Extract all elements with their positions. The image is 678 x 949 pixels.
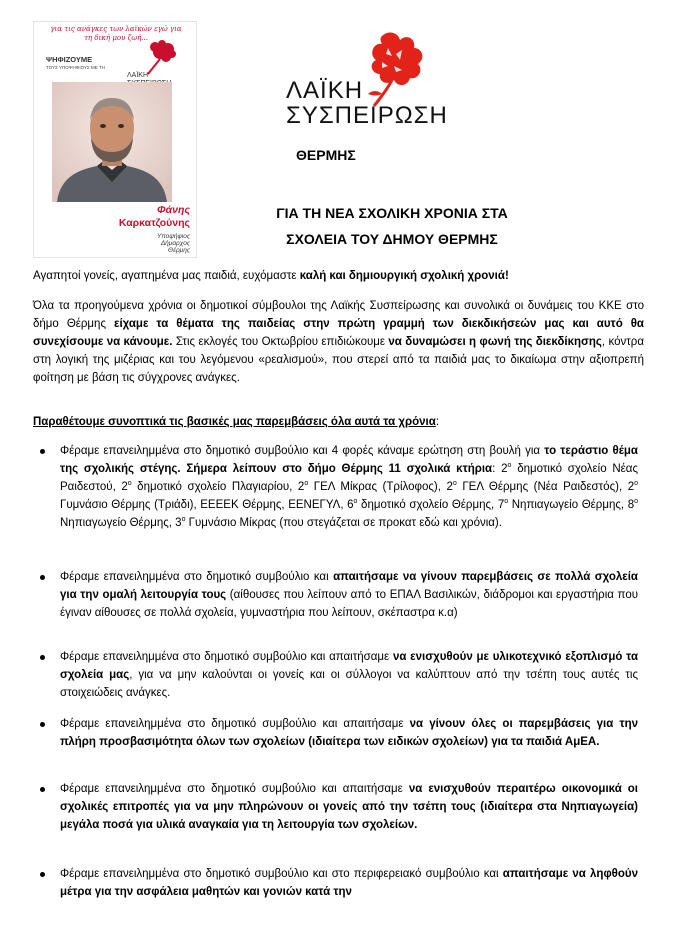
candidate-photo [52,82,172,202]
party-logo-text [286,78,446,128]
title-line1: ΓΙΑ ΤΗ ΝΕΑ ΣΧΟΛΙΚΗ ΧΡΟΝΙΑ ΣΤΑ [276,205,508,221]
document-title [212,200,572,252]
candidate-last-name: Καρκατζούνης [118,217,190,229]
paragraph-history: Όλα τα προηγούμενα χρόνια οι δημοτικοί σύμβουλοι της Λαϊκής Συσπείρωσης και συνολικά οι δυνάμεις του ΚΚΕ στο δήμο Θέρμης είχαμε τα θέματα της παιδείας στην πρώτη γραμμή των διεκδικήσεών μας και αυτό θα συνεχίσουμε να κάνουμε. Στις εκλογές του Οκτωβρίου επιδιώκουμε να δυναμώσει η φωνή της διεκδίκησης, κόντρα στη λογική της μιζέριας και του λεγόμενου «ρεαλισμού», που στερεί από τα παιδιά μας το δικαίωμα στην αξιοπρεπή φοίτηση με βάση τις σύγχρονες ανάγκες. [33,300,644,384]
poster-slogan: για τις ανάγκες των λαϊκών εγώ για τη δική μου ζωή... [50,25,182,42]
poster-vote-label: ΨΗΦΙΖΟΥΜΕ [46,55,93,64]
interventions-heading: Παραθέτουμε συνοπτικά τις βασικές μας παρεμβάσεις όλα αυτά τα χρόνια: [33,416,440,428]
list-item: Φέραμε επανειλημμένα στο δημοτικό συμβούλιο και 4 φορές κάναμε ερώτηση στη βουλή για το τεράστιο θέμα της σχολικής στέγης. Σήμερα λείπουν στο δήμο Θέρμης 11 σχολικά κτήρια: $2^o$ δημοτικό σχολείο Νέας Ραιδεστού, $2^o$ δημοτικό σχολείο Πλαγιαρίου, $2^o$ ΓΕΛ Μίκρας (Τρίλοφος), $2^o$ ΓΕΛ Θέρμης (Νέα Ραιδεστός), $2^o$ Γυμνάσιο Θέρμης (Τριάδι), ΕΕΕΕΚ Θέρμης, ΕΕΝΕΓΥΛ, $6^o$ δημοτικό σχολείο Θέρμης, $7^o$ Νηπιαγωγείο Θέρμης, $8^o$ Νηπιαγωγείο Θέρμης, $3^o$ Γυμνάσιο Μίκρας (που στεγάζεται σε προκατ εδώ και χρόνια). [60,442,638,532]
list-item: Φέραμε επανειλημμένα στο δημοτικό συμβούλιο και απαιτήσαμε να ενισχυθούν περαιτέρω οικονομικά οι σχολικές επιτροπές για να μην πληρώνουν οι γονείς από την τσέπη τους (ιδιαίτερα στα Νηπιαγωγεία) μεγάλα ποσά για υλικά αναγκαία για τη λειτουργία των σχολείων. [60,780,638,834]
candidate-first-name: Φάνης [157,204,190,216]
list-item: Φέραμε επανειλημμένα στο δημοτικό συμβούλιο και στο περιφερειακό συμβούλιο και απαιτήσαμε να ληφθούν μέτρα για την ασφάλεια μαθητών και γονιών κατά την [60,865,638,901]
poster-carnation-icon [142,40,182,76]
intro-paragraph: Αγαπητοί γονείς, αγαπημένα μας παιδιά, ευχόμαστε καλή και δημιουργική σχολική χρονιά! [33,270,509,282]
list-item: Φέραμε επανειλημμένα στο δημοτικό συμβούλιο και απαιτήσαμε να γίνουν παρεμβάσεις σε πολλά σχολεία για την ομαλή λειτουργία τους (αίθουσες που λείπουν από το ΕΠΑΛ Βασιλικών, διάδρομοι και εργαστήρια που έγιναν αίθουσες σε πολλά σχολεία, γυμναστήρια που λείπουν, σκέπαστρα κ.α) [60,568,638,622]
poster-vote-sub: ΤΟΥΣ ΥΠΟΨΗΦΙΟΥΣ ΜΕ ΤΗ [46,65,105,70]
campaign-poster [33,21,197,258]
candidate-role: Υποψήφιος Δήμαρχος Θέρμης [156,233,190,254]
logo-line1: ΛΑΪΚΗ [286,77,364,104]
poster-party-name: ΛΑΪΚΗ [127,72,149,79]
list-item: Φέραμε επανειλημμένα στο δημοτικό συμβούλιο και απαιτήσαμε να γίνουν όλες οι παρεμβάσεις για την πλήρη προσβασιμότητα όλων των σχολείων (ιδιαίτερα των ειδικών σχολείων) για τα παιδιά ΑμΕΑ. [60,715,638,751]
location-label: ΘΕΡΜΗΣ [296,147,356,163]
list-item: Φέραμε επανειλημμένα στο δημοτικό συμβούλιο και απαιτήσαμε να ενισχυθούν με υλικοτεχνικό εξοπλισμό τα σχολεία μας, για να μην καλούνται οι γονείς και οι σύλλογοι να καλύπτουν από την τσέπη τους αυτές τις στοιχειώδεις ανάγκες. [60,648,638,702]
logo-line2: ΣΥΣΠΕΙΡΩΣΗ [286,102,448,129]
title-line2: ΣΧΟΛΕΙΑ ΤΟΥ ΔΗΜΟΥ ΘΕΡΜΗΣ [286,231,498,247]
